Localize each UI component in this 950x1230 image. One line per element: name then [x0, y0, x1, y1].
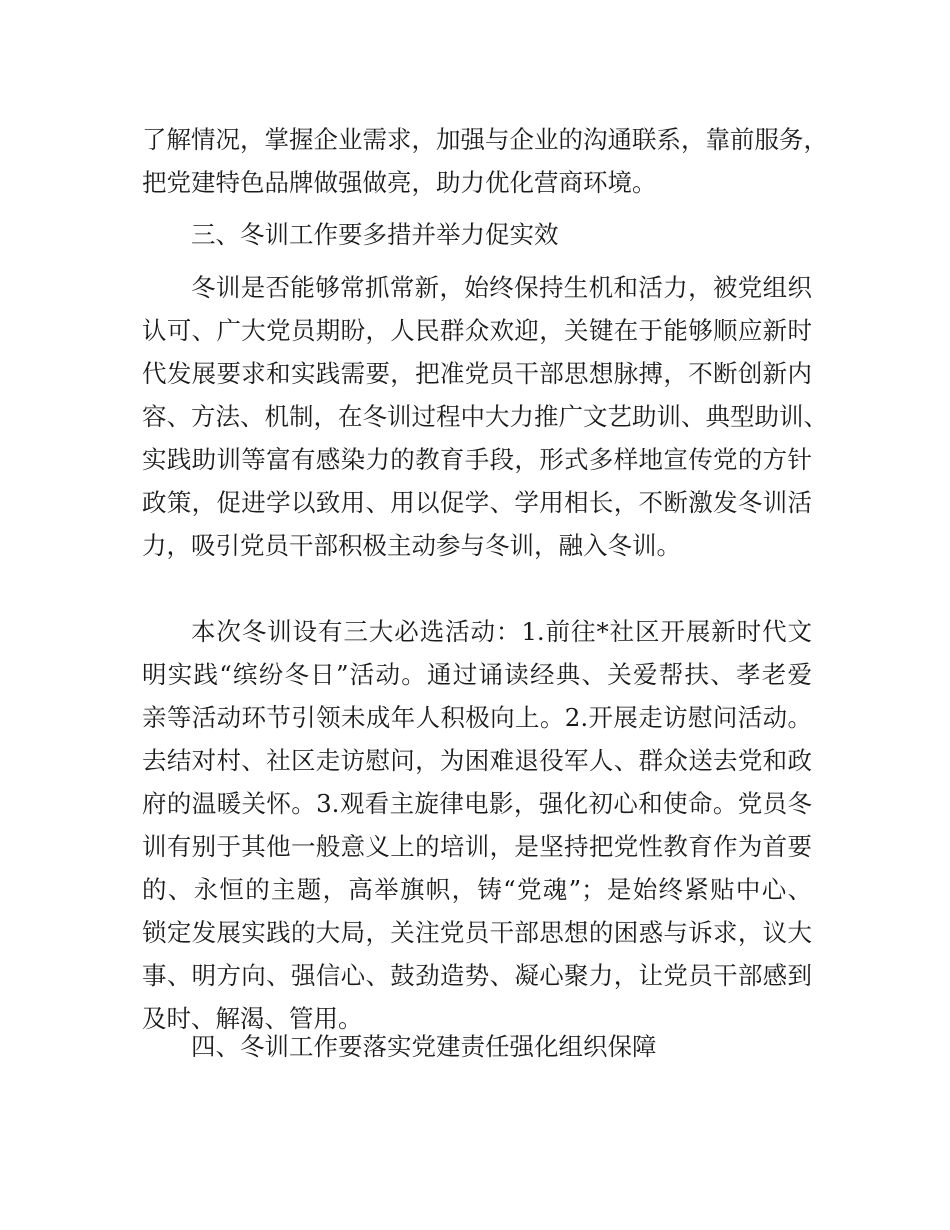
text-line: 认可、广大党员期盼，人民群众欢迎，关键在于能够顺应新时 [142, 316, 812, 345]
text-line: 代发展要求和实践需要，把准党员干部思想脉搏，不断创新内 [142, 359, 812, 388]
section-heading-3 [142, 213, 812, 256]
section-heading-4 [142, 1025, 812, 1068]
text-line: 及时、解渴、管用。 [142, 1004, 363, 1033]
text-line: 政策，促进学以致用、用以促学、学用相长，不断激发冬训活 [142, 488, 812, 517]
text-line: 府的温暖关怀。3.观看主旋律电影，强化初心和使命。党员冬 [142, 789, 812, 818]
heading-text: 四、冬训工作要落实党建责任强化组织保障 [191, 1032, 657, 1061]
paragraph-activities [142, 610, 812, 1040]
text-line: 去结对村、社区走访慰问，为困难退役军人、群众送去党和政 [142, 746, 812, 775]
text-line: 本次冬训设有三大必选活动：1.前往*社区开展新时代文 [191, 617, 812, 646]
paragraph-winter-training [142, 266, 828, 567]
text-line: 亲等活动环节引领未成年人积极向上。2.开展走访慰问活动。 [142, 703, 812, 732]
text-line: 锁定发展实践的大局，关注党员干部思想的困惑与诉求，议大 [142, 918, 812, 947]
heading-text: 三、冬训工作要多措并举力促实效 [191, 220, 559, 249]
text-line: 把党建特色品牌做强做亮，助力优化营商环境。 [142, 168, 657, 197]
text-line: 容、方法、机制，在冬训过程中大力推广文艺助训、典型助训、 [142, 402, 828, 431]
text-line: 冬训是否能够常抓常新，始终保持生机和活力，被党组织 [191, 273, 812, 302]
text-line: 实践助训等富有感染力的教育手段，形式多样地宣传党的方针 [142, 445, 812, 474]
text-line: 明实践“缤纷冬日”活动。通过诵读经典、关爱帮扶、孝老爱 [142, 660, 812, 689]
text-line: 训有别于其他一般意义上的培训，是坚持把党性教育作为首要 [142, 832, 812, 861]
text-line: 的、永恒的主题，高举旗帜，铸“党魂”；是始终紧贴中心、 [142, 875, 812, 904]
text-line: 了解情况，掌握企业需求，加强与企业的沟通联系，靠前服务， [142, 125, 828, 154]
text-line: 力，吸引党员干部积极主动参与冬训，融入冬训。 [142, 531, 681, 560]
paragraph-continued [142, 118, 828, 204]
text-line: 事、明方向、强信心、鼓劲造势、凝心聚力，让党员干部感到 [142, 961, 812, 990]
